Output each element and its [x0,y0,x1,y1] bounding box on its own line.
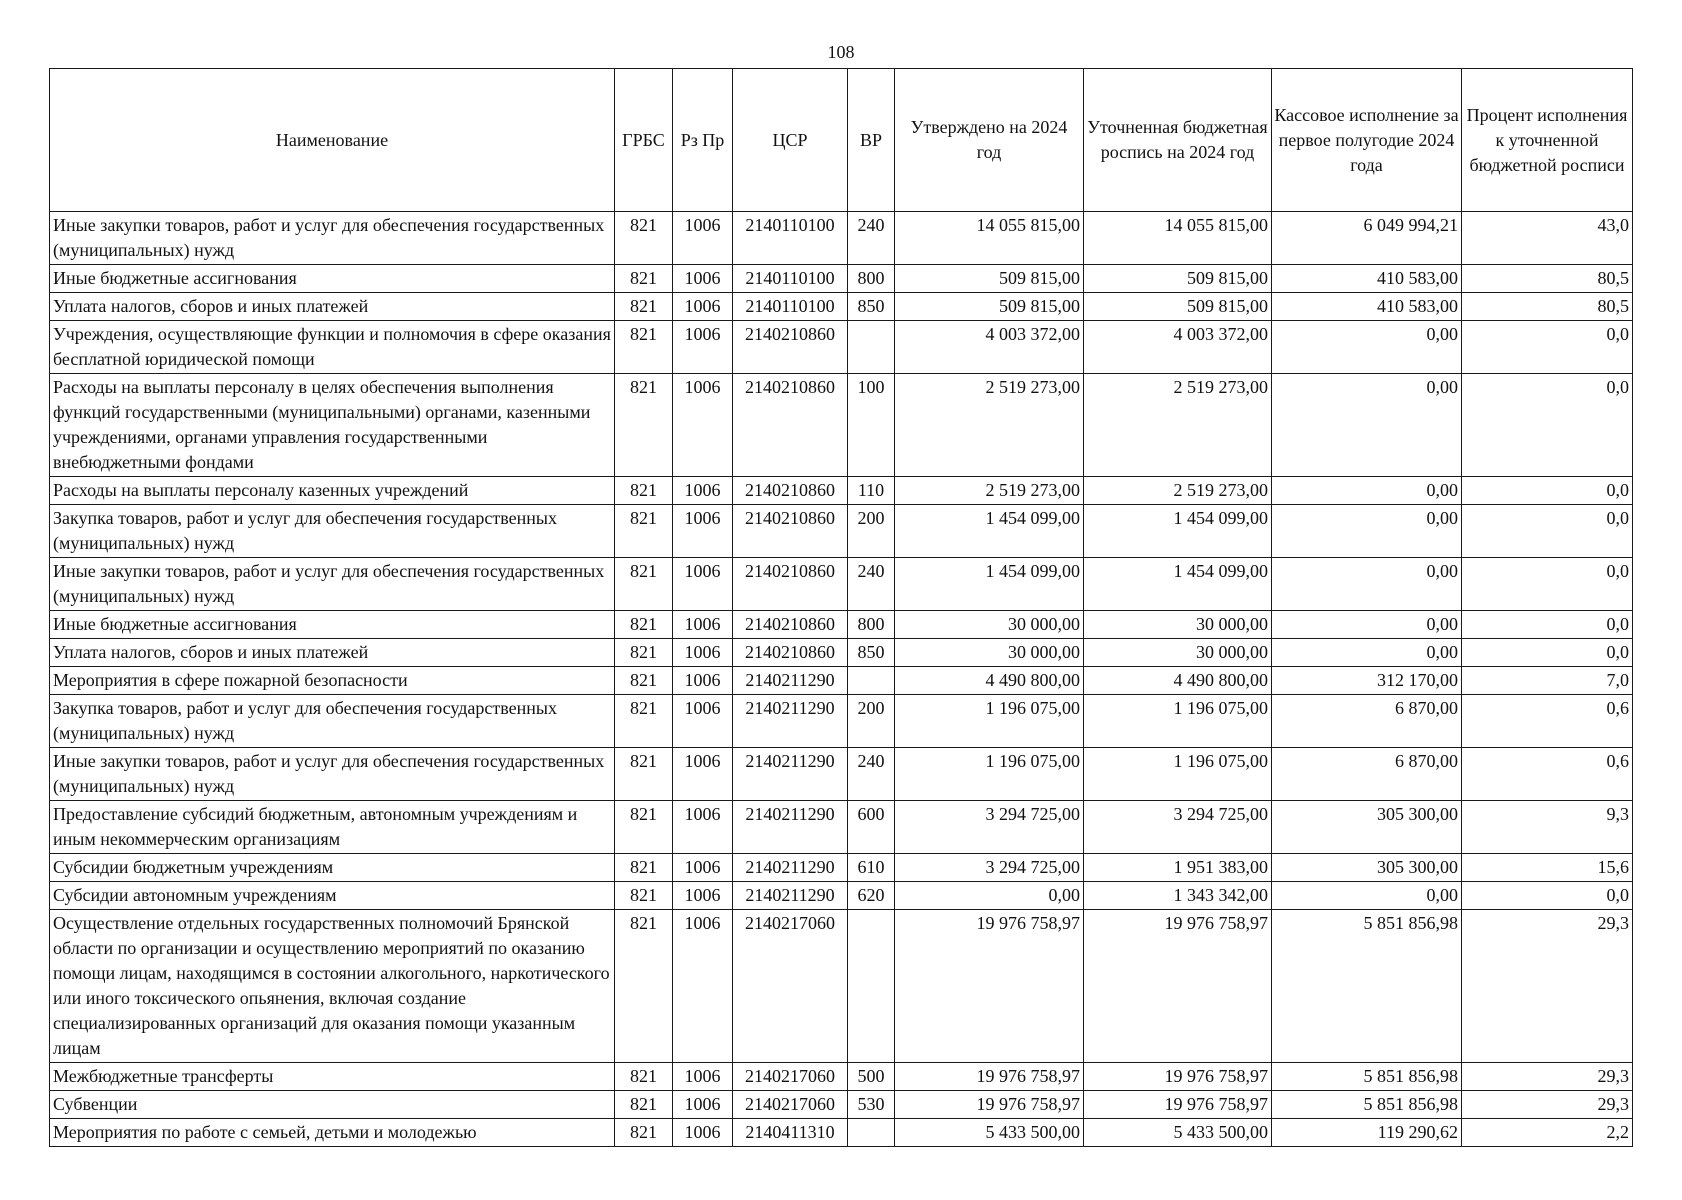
table-row [50,374,1633,477]
row-refined: 5 433 500,00 [1084,1119,1272,1147]
row-percent: 80,5 [1462,265,1633,293]
row-cash: 5 851 856,98 [1272,1091,1462,1119]
row-grbs: 821 [615,748,673,801]
row-percent: 0,0 [1462,374,1633,477]
row-refined: 509 815,00 [1084,265,1272,293]
row-grbs: 821 [615,854,673,882]
row-rzpr: 1006 [673,695,733,748]
row-name: Осуществление отдельных государственных полномочий Брянской области по организации и осуществлению мероприятий по оказанию помощи лицам, находящимся в состоянии алкогольного, наркотического или иного токсического опьянения, включая создание специализированных организаций для оказания помощи указанным лицам [50,910,615,1063]
row-rzpr: 1006 [673,882,733,910]
row-vr: 850 [848,293,895,321]
row-grbs: 821 [615,265,673,293]
row-approved: 4 490 800,00 [895,667,1084,695]
row-approved: 14 055 815,00 [895,212,1084,265]
row-name: Субсидии автономным учреждениям [50,882,615,910]
row-approved: 3 294 725,00 [895,854,1084,882]
row-name: Субвенции [50,1091,615,1119]
header-vr: ВР [848,69,895,212]
row-grbs: 821 [615,1119,673,1147]
row-csr: 2140210860 [733,505,848,558]
row-approved: 30 000,00 [895,639,1084,667]
row-vr: 200 [848,505,895,558]
row-grbs: 821 [615,293,673,321]
row-cash: 0,00 [1272,558,1462,611]
row-percent: 0,6 [1462,695,1633,748]
row-csr: 2140411310 [733,1119,848,1147]
row-refined: 19 976 758,97 [1084,1091,1272,1119]
row-approved: 509 815,00 [895,293,1084,321]
row-percent: 0,0 [1462,639,1633,667]
row-name: Мероприятия в сфере пожарной безопасности [50,667,615,695]
header-rzpr: Рз Пр [673,69,733,212]
row-vr: 850 [848,639,895,667]
row-refined: 1 343 342,00 [1084,882,1272,910]
header-csr: ЦСР [733,69,848,212]
header-name: Наименование [50,69,615,212]
row-refined: 2 519 273,00 [1084,477,1272,505]
row-rzpr: 1006 [673,801,733,854]
row-rzpr: 1006 [673,1063,733,1091]
row-cash: 5 851 856,98 [1272,1063,1462,1091]
row-refined: 509 815,00 [1084,293,1272,321]
row-name: Предоставление субсидий бюджетным, автономным учреждениям и иным некоммерческим организациям [50,801,615,854]
row-percent: 7,0 [1462,667,1633,695]
table-row [50,910,1633,1063]
row-name: Уплата налогов, сборов и иных платежей [50,293,615,321]
table-row [50,1063,1633,1091]
header-cash: Кассовое исполнение за первое полугодие 2024 года [1272,69,1462,212]
row-rzpr: 1006 [673,1119,733,1147]
row-cash: 0,00 [1272,611,1462,639]
row-rzpr: 1006 [673,374,733,477]
row-approved: 5 433 500,00 [895,1119,1084,1147]
row-approved: 1 196 075,00 [895,695,1084,748]
row-grbs: 821 [615,667,673,695]
table-row [50,854,1633,882]
row-grbs: 821 [615,212,673,265]
header-refined: Уточненная бюджетная роспись на 2024 год [1084,69,1272,212]
row-name: Закупка товаров, работ и услуг для обеспечения государственных (муниципальных) нужд [50,505,615,558]
row-cash: 6 870,00 [1272,748,1462,801]
row-grbs: 821 [615,477,673,505]
table-row [50,558,1633,611]
row-cash: 410 583,00 [1272,293,1462,321]
row-vr: 530 [848,1091,895,1119]
budget-table [49,68,1633,1147]
row-cash: 5 851 856,98 [1272,910,1462,1063]
row-vr: 610 [848,854,895,882]
row-grbs: 821 [615,505,673,558]
row-name: Учреждения, осуществляющие функции и полномочия в сфере оказания бесплатной юридической помощи [50,321,615,374]
row-percent: 2,2 [1462,1119,1633,1147]
row-csr: 2140110100 [733,265,848,293]
row-percent: 0,0 [1462,477,1633,505]
row-vr: 100 [848,374,895,477]
row-refined: 3 294 725,00 [1084,801,1272,854]
row-name: Межбюджетные трансферты [50,1063,615,1091]
row-percent: 29,3 [1462,1063,1633,1091]
row-vr [848,321,895,374]
row-vr: 200 [848,695,895,748]
row-csr: 2140211290 [733,695,848,748]
row-rzpr: 1006 [673,321,733,374]
row-vr: 800 [848,611,895,639]
row-refined: 19 976 758,97 [1084,910,1272,1063]
row-csr: 2140211290 [733,801,848,854]
row-cash: 305 300,00 [1272,801,1462,854]
row-csr: 2140210860 [733,639,848,667]
table-row [50,265,1633,293]
row-vr [848,910,895,1063]
row-name: Закупка товаров, работ и услуг для обеспечения государственных (муниципальных) нужд [50,695,615,748]
row-rzpr: 1006 [673,293,733,321]
table-header-row [50,69,1633,212]
row-percent: 9,3 [1462,801,1633,854]
row-grbs: 821 [615,882,673,910]
row-approved: 0,00 [895,882,1084,910]
row-approved: 1 454 099,00 [895,505,1084,558]
row-rzpr: 1006 [673,212,733,265]
row-refined: 1 951 383,00 [1084,854,1272,882]
row-cash: 0,00 [1272,882,1462,910]
row-cash: 6 049 994,21 [1272,212,1462,265]
row-name: Мероприятия по работе с семьей, детьми и молодежью [50,1119,615,1147]
row-grbs: 821 [615,695,673,748]
row-approved: 1 454 099,00 [895,558,1084,611]
header-percent: Процент исполнения к уточненной бюджетной росписи [1462,69,1633,212]
row-cash: 0,00 [1272,321,1462,374]
table-row [50,639,1633,667]
row-percent: 29,3 [1462,910,1633,1063]
row-rzpr: 1006 [673,1091,733,1119]
row-refined: 2 519 273,00 [1084,374,1272,477]
table-row [50,611,1633,639]
row-cash: 312 170,00 [1272,667,1462,695]
row-grbs: 821 [615,321,673,374]
row-grbs: 821 [615,558,673,611]
row-vr [848,667,895,695]
row-csr: 2140210860 [733,321,848,374]
row-rzpr: 1006 [673,639,733,667]
row-approved: 3 294 725,00 [895,801,1084,854]
row-name: Уплата налогов, сборов и иных платежей [50,639,615,667]
row-approved: 4 003 372,00 [895,321,1084,374]
row-csr: 2140211290 [733,854,848,882]
row-percent: 0,6 [1462,748,1633,801]
row-vr: 240 [848,748,895,801]
row-rzpr: 1006 [673,477,733,505]
row-name: Субсидии бюджетным учреждениям [50,854,615,882]
row-cash: 0,00 [1272,505,1462,558]
row-vr: 110 [848,477,895,505]
row-rzpr: 1006 [673,505,733,558]
row-approved: 2 519 273,00 [895,477,1084,505]
header-grbs: ГРБС [615,69,673,212]
table-row [50,1091,1633,1119]
row-vr: 240 [848,212,895,265]
row-name: Расходы на выплаты персоналу казенных учреждений [50,477,615,505]
row-percent: 43,0 [1462,212,1633,265]
row-vr: 500 [848,1063,895,1091]
row-csr: 2140210860 [733,558,848,611]
row-refined: 1 196 075,00 [1084,748,1272,801]
table-row [50,477,1633,505]
row-grbs: 821 [615,1063,673,1091]
row-percent: 15,6 [1462,854,1633,882]
row-percent: 0,0 [1462,558,1633,611]
table-row [50,882,1633,910]
table-row [50,748,1633,801]
row-approved: 19 976 758,97 [895,1091,1084,1119]
row-rzpr: 1006 [673,910,733,1063]
row-csr: 2140110100 [733,212,848,265]
row-csr: 2140110100 [733,293,848,321]
table-row [50,1119,1633,1147]
page-number: 108 [827,42,855,62]
row-rzpr: 1006 [673,611,733,639]
row-percent: 0,0 [1462,505,1633,558]
row-grbs: 821 [615,611,673,639]
row-rzpr: 1006 [673,748,733,801]
row-refined: 14 055 815,00 [1084,212,1272,265]
row-percent: 0,0 [1462,882,1633,910]
row-grbs: 821 [615,639,673,667]
row-vr: 620 [848,882,895,910]
row-refined: 19 976 758,97 [1084,1063,1272,1091]
row-cash: 410 583,00 [1272,265,1462,293]
row-refined: 4 003 372,00 [1084,321,1272,374]
row-cash: 0,00 [1272,374,1462,477]
row-approved: 30 000,00 [895,611,1084,639]
row-cash: 119 290,62 [1272,1119,1462,1147]
table-row [50,505,1633,558]
row-grbs: 821 [615,910,673,1063]
row-approved: 509 815,00 [895,265,1084,293]
row-rzpr: 1006 [673,265,733,293]
row-vr: 240 [848,558,895,611]
row-rzpr: 1006 [673,854,733,882]
row-percent: 0,0 [1462,611,1633,639]
row-csr: 2140210860 [733,477,848,505]
row-refined: 1 196 075,00 [1084,695,1272,748]
row-grbs: 821 [615,374,673,477]
table-row [50,321,1633,374]
row-name: Иные закупки товаров, работ и услуг для обеспечения государственных (муниципальных) нужд [50,212,615,265]
row-csr: 2140217060 [733,910,848,1063]
row-cash: 6 870,00 [1272,695,1462,748]
row-rzpr: 1006 [673,667,733,695]
row-refined: 1 454 099,00 [1084,505,1272,558]
row-cash: 0,00 [1272,639,1462,667]
row-approved: 19 976 758,97 [895,1063,1084,1091]
row-vr: 800 [848,265,895,293]
row-csr: 2140210860 [733,611,848,639]
row-percent: 29,3 [1462,1091,1633,1119]
row-cash: 305 300,00 [1272,854,1462,882]
row-percent: 80,5 [1462,293,1633,321]
table-row [50,212,1633,265]
row-vr [848,1119,895,1147]
row-name: Иные закупки товаров, работ и услуг для обеспечения государственных (муниципальных) нужд [50,748,615,801]
row-refined: 30 000,00 [1084,611,1272,639]
row-name: Иные бюджетные ассигнования [50,265,615,293]
row-name: Иные бюджетные ассигнования [50,611,615,639]
row-rzpr: 1006 [673,558,733,611]
row-percent: 0,0 [1462,321,1633,374]
row-csr: 2140217060 [733,1091,848,1119]
row-name: Иные закупки товаров, работ и услуг для обеспечения государственных (муниципальных) нужд [50,558,615,611]
row-grbs: 821 [615,1091,673,1119]
row-csr: 2140211290 [733,667,848,695]
row-name: Расходы на выплаты персоналу в целях обеспечения выполнения функций государственными (муниципальными) органами, казенными учреждениями, органами управления государственными внебюджетными фондами [50,374,615,477]
row-cash: 0,00 [1272,477,1462,505]
row-approved: 2 519 273,00 [895,374,1084,477]
table-row [50,801,1633,854]
table-row [50,695,1633,748]
row-refined: 1 454 099,00 [1084,558,1272,611]
row-csr: 2140211290 [733,882,848,910]
table-row [50,667,1633,695]
row-refined: 30 000,00 [1084,639,1272,667]
row-vr: 600 [848,801,895,854]
row-csr: 2140211290 [733,748,848,801]
header-approved: Утверждено на 2024 год [895,69,1084,212]
table-row [50,293,1633,321]
row-approved: 1 196 075,00 [895,748,1084,801]
row-csr: 2140217060 [733,1063,848,1091]
row-csr: 2140210860 [733,374,848,477]
row-approved: 19 976 758,97 [895,910,1084,1063]
row-refined: 4 490 800,00 [1084,667,1272,695]
row-grbs: 821 [615,801,673,854]
